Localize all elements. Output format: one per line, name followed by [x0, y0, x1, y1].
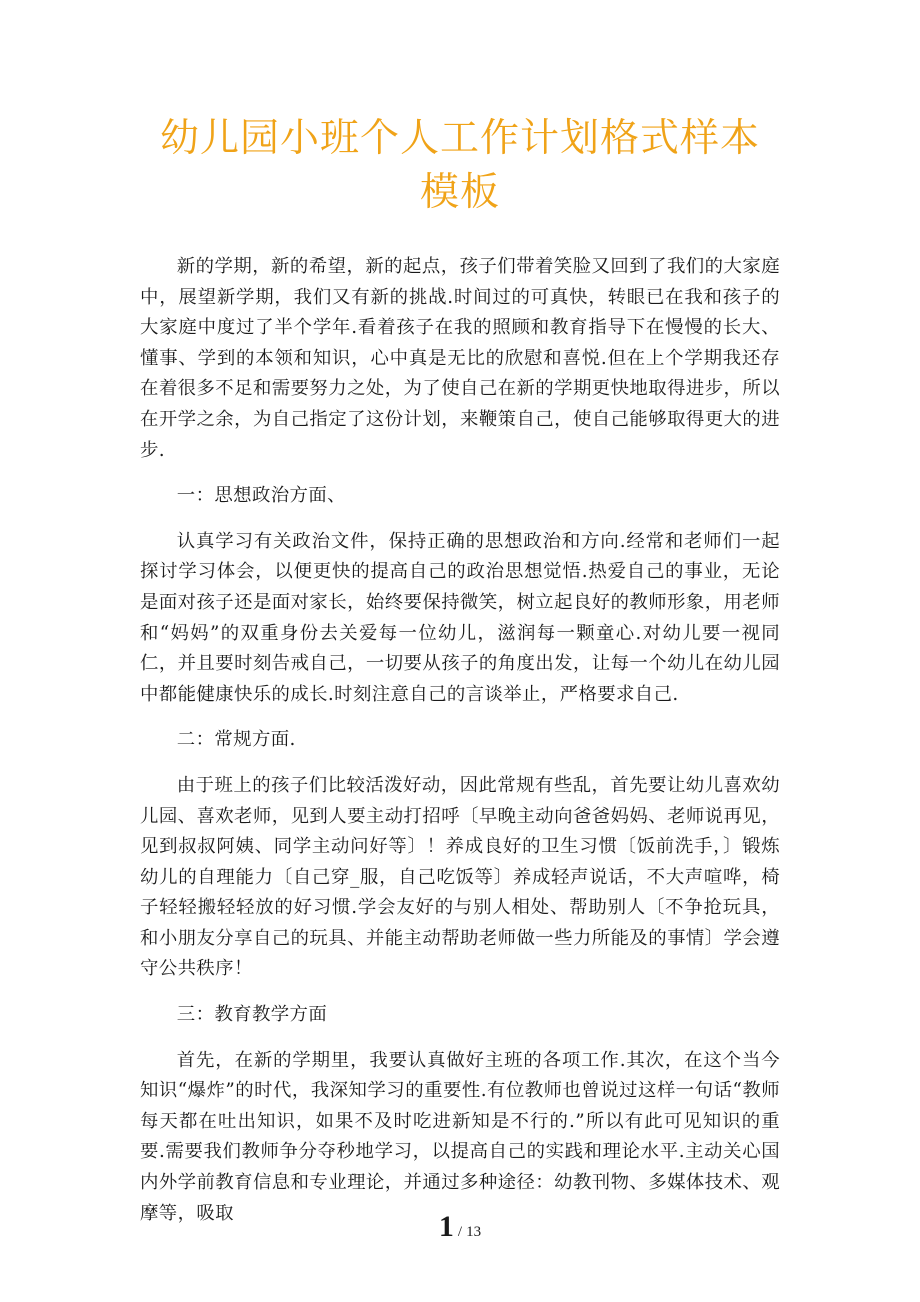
current-page-number: 1	[438, 1210, 454, 1243]
total-pages: 13	[466, 1224, 482, 1240]
document-body	[140, 252, 780, 1244]
title-line-1: 幼儿园小班个人工作计划格式样本	[159, 116, 760, 161]
section-heading-teaching: 三：教育教学方面	[176, 1004, 328, 1026]
page-separator: /	[457, 1224, 463, 1240]
politics-paragraph: 认真学习有关政治文件，保持正确的思想政治和方向.经常和老师们一起探讨学习体会，以便更快的提高自己的政治思想觉悟.热爱自己的事业，无论是面对孩子还是面对家长，始终要保持微笑，树立起良好的教师形象，用老师和“妈妈”的双重身份去关爱每一位幼儿，滋润每一颗童心.对幼儿要一视同仁，并且要时刻告戒自己，一切要从孩子的角度出发，让每一个幼儿在幼儿园中都能健康快乐的成长.时刻注意自己的言谈举止，严格要求自己.	[140, 530, 780, 705]
title-line-2: 模板	[419, 170, 500, 215]
intro-paragraph: 新的学期，新的希望，新的起点，孩子们带着笑脸又回到了我们的大家庭中，展望新学期，我们又有新的挑战.时间过的可真快，转眼已在我和孩子的大家庭中度过了半个学年.看着孩子在我的照顾和教育指导下在慢慢的长大、懂事、学到的本领和知识，心中真是无比的欣慰和喜悦.但在上个学期我还存在着很多不足和需要努力之处，为了使自己在新的学期更快地取得进步，所以在开学之余，为自己指定了这份计划，来鞭策自己，使自己能够取得更大的进步.	[140, 256, 780, 461]
section-heading-politics: 一：思想政治方面、	[176, 485, 346, 507]
page-number	[0, 1210, 920, 1244]
teaching-paragraph: 首先，在新的学期里，我要认真做好主班的各项工作.其次，在这个当今知识“爆炸”的时代，我深知学习的重要性.有位教师也曾说过这样一句话“教师每天都在吐出知识，如果不及时吃进新知是不行的.”所以有此可见知识的重要.需要我们教师争分夺秒地学习，以提高自己的实践和理论水平.主动关心国内外学前教育信息和专业理论，并通过多种途径：幼教刊物、多媒体技术、观摩等，吸取	[140, 1049, 780, 1224]
document-title	[140, 112, 780, 220]
section-heading-routine: 二：常规方面.	[176, 729, 296, 751]
routine-paragraph: 由于班上的孩子们比较活泼好动，因此常规有些乱，首先要让幼儿喜欢幼儿园、喜欢老师，见到人要主动打招呼〔早晚主动向爸爸妈妈、老师说再见，见到叔叔阿姨、同学主动问好等〕！养成良好的卫生习惯〔饭前洗手，〕锻炼幼儿的自理能力〔自己穿_服，自己吃饭等〕养成轻声说话，不大声喧哗，椅子轻轻搬轻轻放的好习惯.学会友好的与别人相处、帮助别人〔不争抢玩具，和小朋友分享自己的玩具、并能主动帮助老师做一些力所能及的事情〕学会遵守公共秩序！	[140, 774, 780, 980]
